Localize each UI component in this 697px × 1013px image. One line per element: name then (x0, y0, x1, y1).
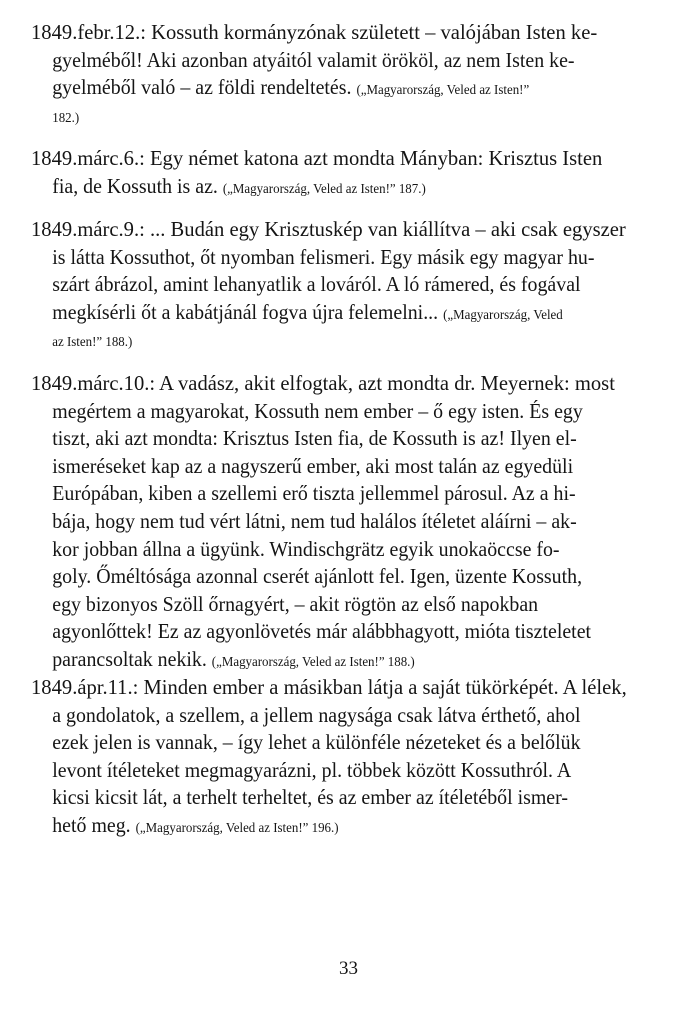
entry-1849-marc-9 (31, 217, 667, 356)
source-citation-continued: az Isten!” 188.) (52, 334, 133, 350)
page-number: 33 (339, 958, 358, 979)
entry-text-line: megértem a magyarokat, Kossuth nem ember – ő egy isten. És egy (52, 400, 583, 423)
entry-text-line (31, 174, 645, 203)
entry-1849-marc-6 (31, 146, 667, 202)
entry-text-line: ezek jelen is vannak, – így lehet a különféle nézeteket és a belőlük (52, 732, 581, 755)
entry-text-line: ismeréseket kap az a nagyszerű ember, aki most talán az egyedüli (52, 455, 574, 478)
entry-text-line: goly. Őméltósága azonnal cserét ajánlott fel. Igen, üzente Kossuth, (52, 566, 583, 589)
entry-text-line: kor jobban állna a ügyünk. Windischgrätz egyik unokaöccse fo- (52, 538, 560, 561)
entry-1849-apr-11 (31, 675, 667, 842)
source-citation: („Magyarország, Veled (443, 306, 563, 322)
entry-text-line: tiszt, aki azt mondta: Krisztus Isten fia, de Kossuth is az! Ilyen el- (52, 428, 577, 451)
entry-text: hető meg. (52, 814, 131, 837)
entry-text-line (31, 647, 645, 676)
entry-1849-febr-12 (31, 20, 667, 131)
entry-text-line: Európában, kiben a szellemi erő tiszta jellemmel párosul. Az a hi- (52, 483, 576, 506)
entry-text-line: 1849.márc.9.: ... Budán egy Krisztuskép van kiállítva – aki csak egyszer (31, 219, 626, 241)
entry-1849-marc-10 (31, 371, 667, 676)
entry-text-line: agyonlőttek! Ez az agyonlövetés már alábbhagyott, mióta tiszteletet (52, 621, 592, 644)
source-citation-continued: 182.) (52, 109, 80, 125)
source-citation: („Magyarország, Veled az Isten!” (356, 82, 530, 98)
entry-text-line: egy bizonyos Szöll őrnagyért, – akit rögtön az első napokban (52, 593, 539, 616)
entry-text: gyelméből való – az földi rendeltetés. (52, 77, 352, 100)
source-citation: („Magyarország, Veled az Isten!” 188.) (211, 653, 415, 669)
entry-text-line: levont ítéleteket megmagyarázni, pl. többek között Kossuthról. A (52, 759, 572, 782)
entry-text-line (31, 300, 645, 329)
source-citation: („Magyarország, Veled az Isten!” 196.) (135, 819, 339, 835)
source-citation: („Magyarország, Veled az Isten!” 187.) (222, 180, 426, 196)
entry-text-line: kicsi kicsit lát, a terhelt terheltet, és az ember az ítéletéből ismer- (52, 787, 568, 810)
entry-text-line: a gondolatok, a szellem, a jellem nagysága csak látva érthető, ahol (52, 704, 581, 727)
entry-text-line: 1849.ápr.11.: Minden ember a másikban látja a saját tükörképét. A lélek, (31, 677, 627, 699)
entry-text-line: 1849.márc.10.: A vadász, akit elfogtak, azt mondta dr. Meyernek: most (31, 373, 615, 395)
entry-text: megkísérli őt a kabátjánál fogva újra felemelni... (52, 301, 439, 324)
entry-text-line: szárt ábrázol, amint lehanyatlik a lováról. A ló rámered, és fogával (52, 274, 581, 297)
entry-text-line (31, 813, 645, 842)
entry-text-line: is látta Kossuthot, őt nyomban felismeri. Egy másik egy magyar hu- (52, 246, 595, 269)
entry-text: parancsoltak nekik. (52, 648, 207, 671)
entry-text-line: 1849.febr.12.: Kossuth kormányzónak született – valójában Isten ke- (31, 22, 598, 44)
entry-text-line (31, 75, 645, 104)
entry-text-line: bája, hogy nem tud vért látni, nem tud halálos ítéletet aláírni – ak- (52, 510, 577, 533)
entry-text-line: gyelméből! Aki azonban atyáitól valamit örököl, az nem Isten ke- (52, 49, 575, 72)
entry-text-line: 1849.márc.6.: Egy német katona azt mondta Mányban: Krisztus Isten (31, 148, 603, 170)
entry-text: fia, de Kossuth is az. (52, 175, 218, 198)
